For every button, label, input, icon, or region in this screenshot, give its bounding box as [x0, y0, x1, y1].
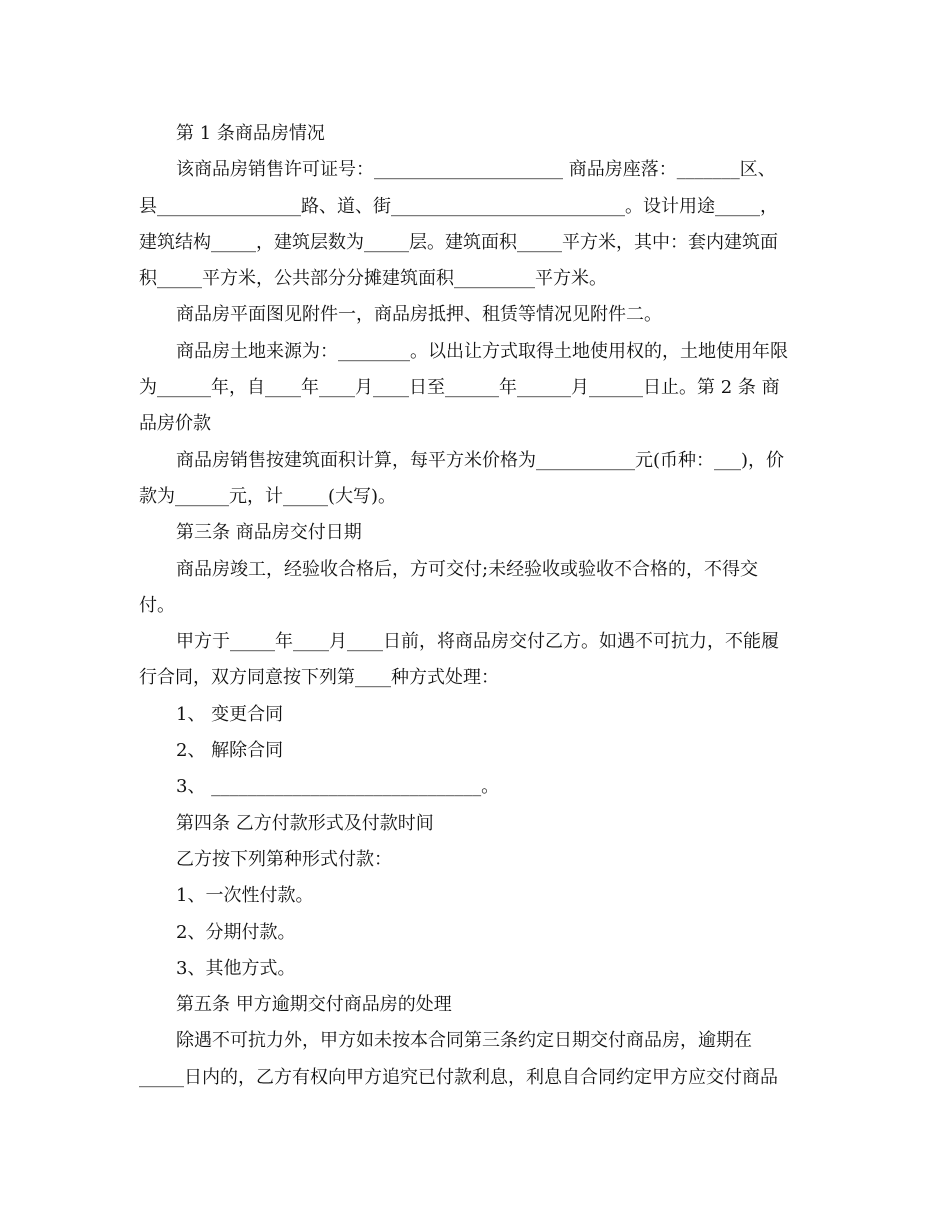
paragraph-line: _____日内的，乙方有权向甲方追究已付款利息，利息自合同约定甲方应交付商品: [139, 1066, 778, 1088]
paragraph-line: 该商品房销售许可证号：_____________________ 商品房座落：_______区、: [176, 159, 776, 181]
paragraph-line: 甲方于_____年____月____日前，将商品房交付乙方。如遇不可抗力，不能履: [176, 631, 779, 653]
article-3-heading: 第三条 商品房交付日期: [176, 522, 362, 544]
list-item: 2、 解除合同: [176, 740, 284, 762]
list-item: 3、其他方式。: [176, 957, 296, 979]
paragraph-line: 款为______元，计_____(大写)。: [139, 485, 397, 507]
paragraph-line: 行合同，双方同意按下列第____种方式处理：: [139, 667, 499, 689]
document-body: [139, 116, 811, 1096]
paragraph-line: 除遇不可抗力外，甲方如未按本合同第三条约定日期交付商品房，逾期在: [176, 1030, 752, 1052]
paragraph-line: 乙方按下列第种形式付款：: [176, 848, 392, 870]
paragraph-line: 商品房平面图见附件一，商品房抵押、租赁等情况见附件二。: [176, 304, 662, 326]
paragraph-line: 品房价款: [139, 413, 211, 435]
list-item: 2、分期付款。: [176, 921, 296, 943]
list-item: 1、 变更合同: [176, 703, 284, 725]
paragraph-line: 县________________路、道、街__________________________。设计用途_____，: [139, 195, 778, 217]
list-item: 3、 ______________________________。: [176, 776, 500, 798]
paragraph-line: 建筑结构_____，建筑层数为_____层。建筑面积_____平方米，其中：套内建筑面: [139, 231, 778, 253]
paragraph-line: 商品房竣工，经验收合格后，方可交付;未经验收或验收不合格的，不得交: [176, 558, 759, 580]
article-5-heading: 第五条 甲方逾期交付商品房的处理: [176, 994, 452, 1016]
paragraph-line: 为______年，自____年____月____日至______年______月______日止。第 2 条 商: [139, 377, 780, 399]
article-1-heading: 第 1 条商品房情况: [176, 123, 325, 144]
paragraph-line: 积_____平方米，公共部分分摊建筑面积_________平方米。: [139, 268, 607, 290]
paragraph-line: 付。: [139, 594, 175, 616]
list-item: 1、一次性付款。: [176, 885, 314, 907]
paragraph-line: 商品房销售按建筑面积计算，每平方米价格为___________元(币种：___)，价: [176, 449, 785, 471]
paragraph-line: 商品房土地来源为：________。以出让方式取得土地使用权的，土地使用年限: [176, 340, 788, 362]
article-4-heading: 第四条 乙方付款形式及付款时间: [176, 812, 434, 834]
